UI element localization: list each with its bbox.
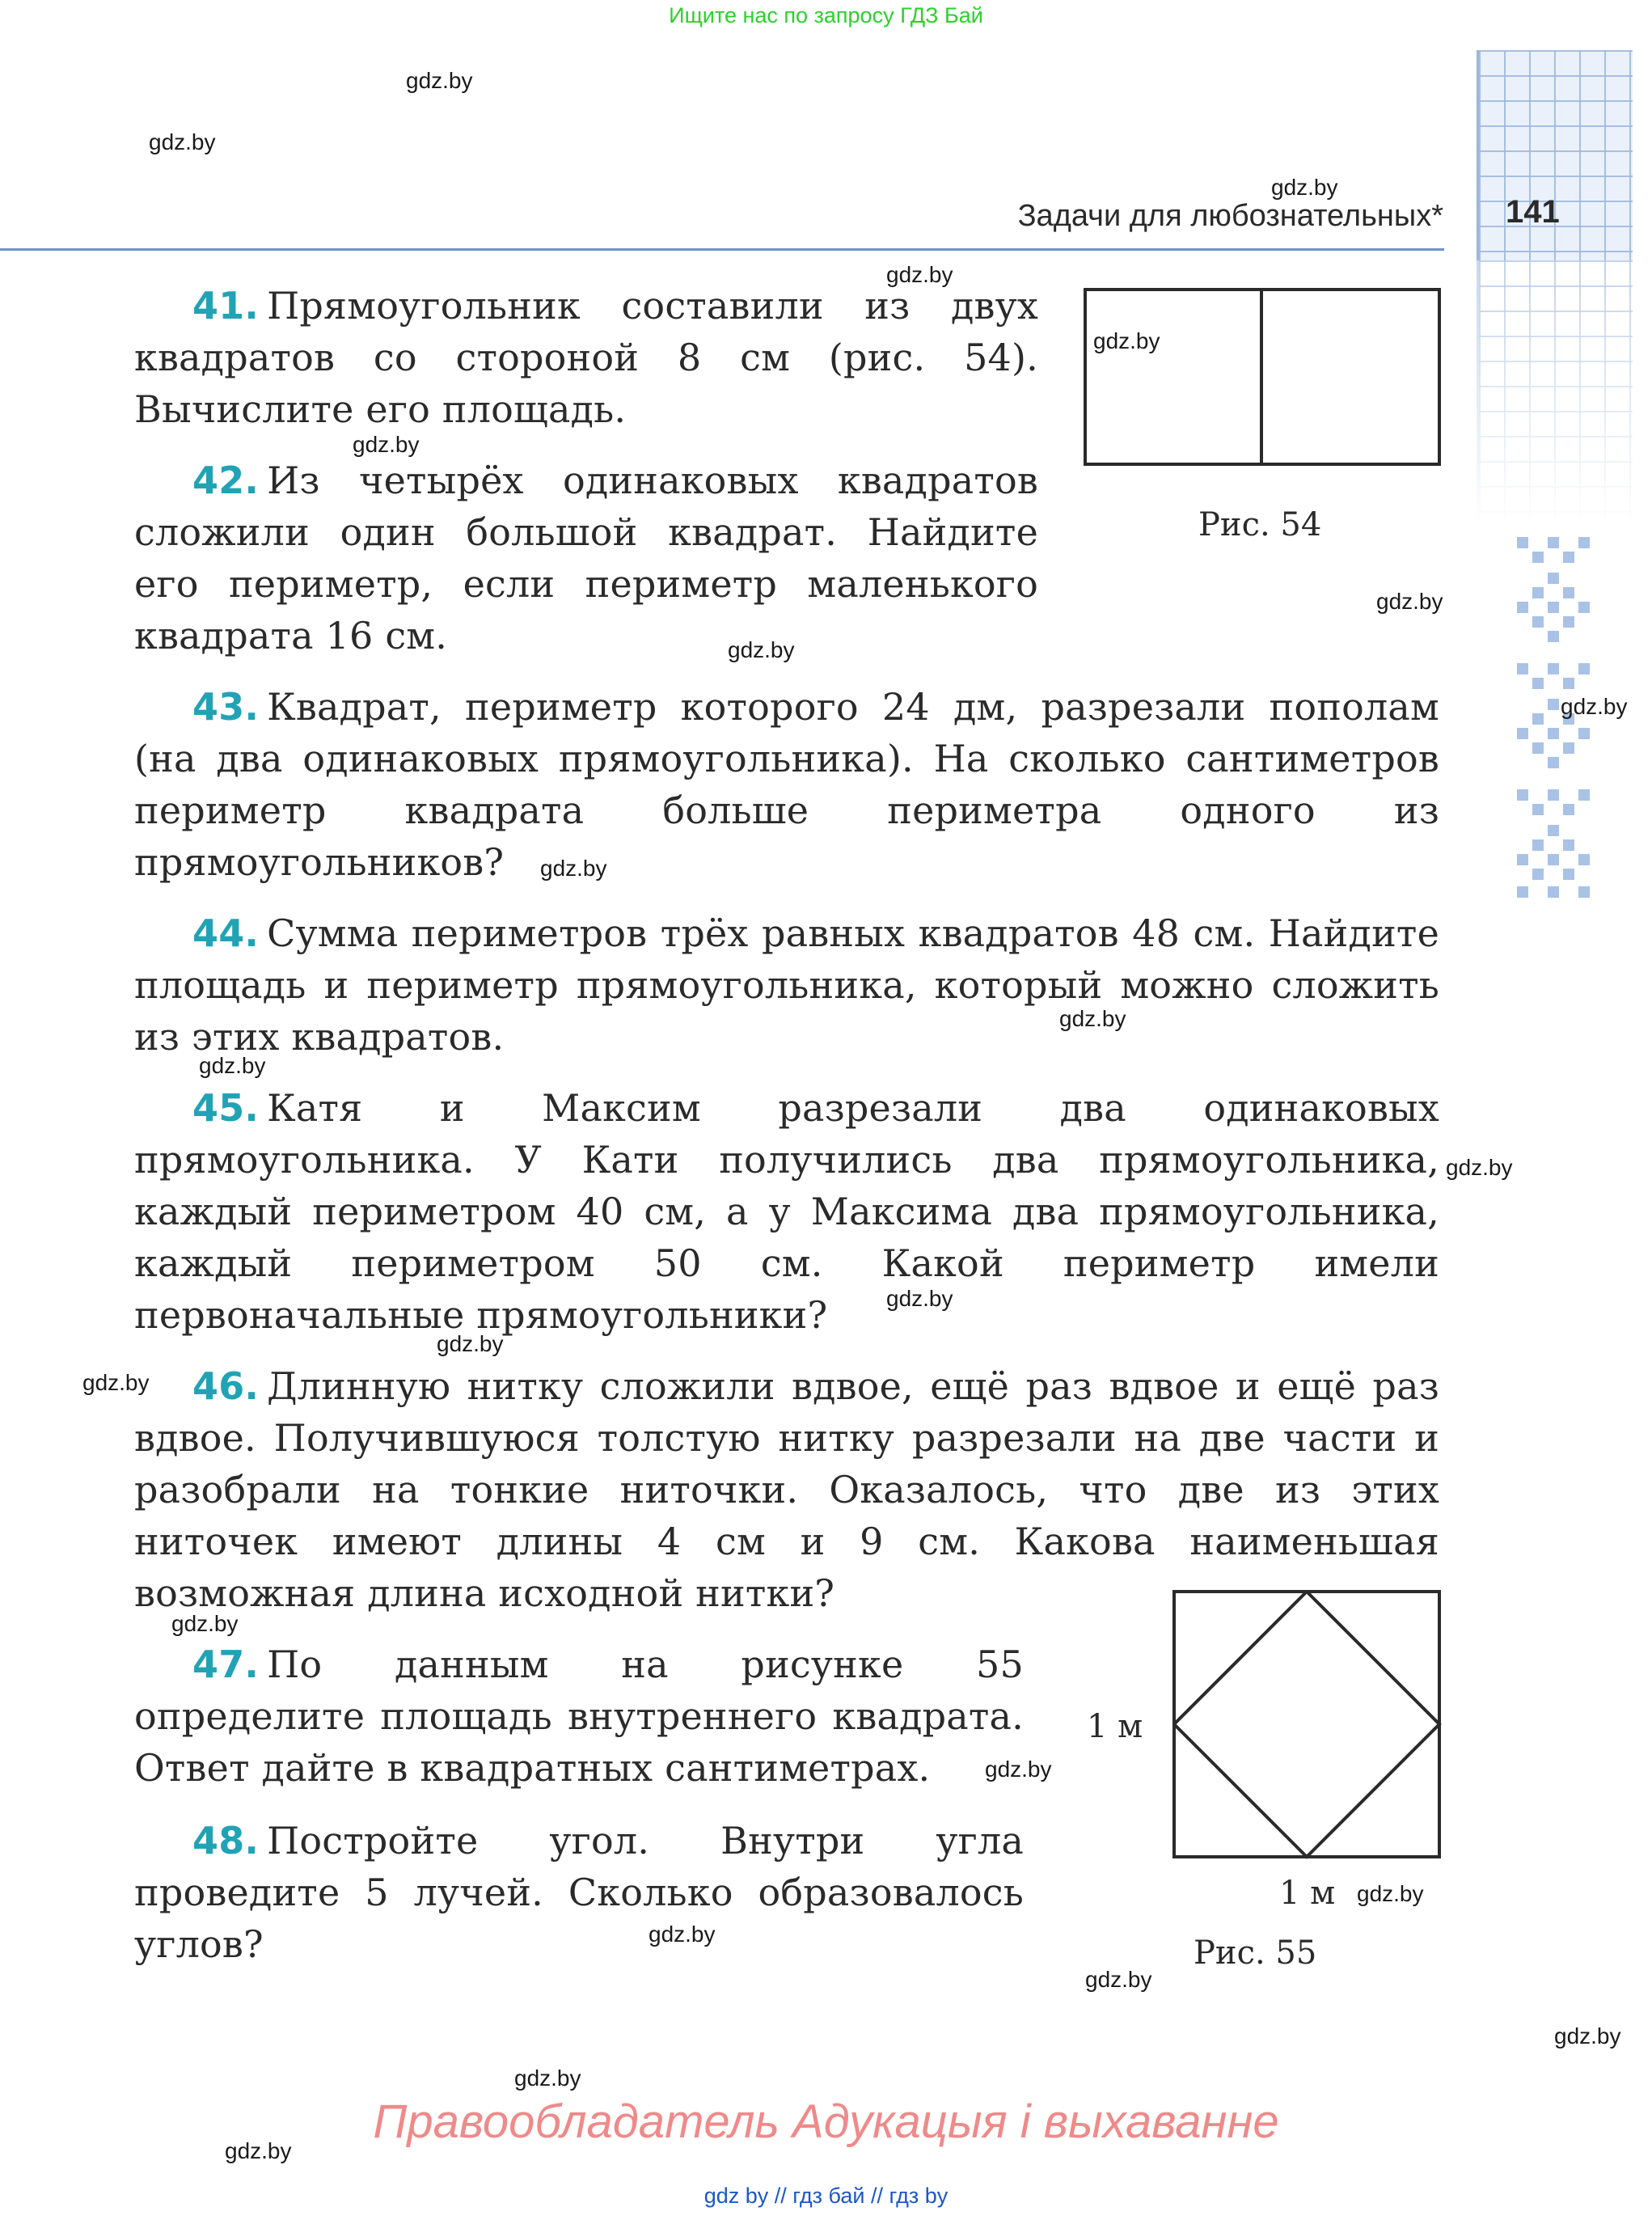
problem-number: 43.: [192, 685, 260, 729]
watermark: gdz.by: [1561, 694, 1628, 719]
grid-fade-decoration: [1477, 260, 1633, 527]
problem-43: [134, 681, 1439, 888]
problem-text: Из четырёх одинаковых квадратов сложили один большой квадрат. Найдите его периметр, если периметр маленького квадрата 16 см.: [134, 459, 1038, 657]
watermark: gdz.by: [406, 68, 473, 93]
page-number: 141: [1506, 194, 1560, 230]
watermark: gdz.by: [82, 1370, 150, 1395]
ornament-icon: [1509, 534, 1598, 906]
problem-47: [134, 1638, 1024, 1794]
problem-48: [134, 1815, 1024, 1970]
figure-55: [1172, 1590, 1443, 1860]
problem-text: Катя и Максим разрезали два одинаковых прямоугольника. У Кати получились два прямоугольника, каждый периметром 40 см, а у Максима два прямоугольника, каждый периметром 50 см. Какой периметр имели первоначальные прямоугольники?: [134, 1086, 1439, 1337]
problem-44: [134, 907, 1439, 1063]
watermark: gdz.by: [225, 2138, 292, 2163]
problem-number: 46.: [192, 1364, 260, 1408]
problem-number: 47.: [192, 1643, 260, 1686]
watermark: gdz.by: [1376, 589, 1443, 614]
problem-42: [134, 455, 1038, 662]
problem-text: Постройте угол. Внутри угла проведите 5 лучей. Сколько образовалось углов?: [134, 1819, 1024, 1966]
problem-number: 44.: [192, 911, 260, 955]
watermark: gdz.by: [1085, 1967, 1152, 1992]
problem-text: Сумма периметров трёх равных квадратов 48 см. Найдите площадь и периметр прямоугольника, который можно сложить из этих квадратов.: [134, 911, 1439, 1059]
watermark: gdz.by: [886, 262, 953, 287]
problem-number: 48.: [192, 1819, 260, 1862]
figure-55-side-label: 1 м: [1087, 1708, 1143, 1745]
problem-46: [134, 1360, 1439, 1619]
problem-number: 42.: [192, 459, 260, 502]
copyright-notice: Правообладатель Адукацыя і выхаванне: [373, 2095, 1279, 2148]
problem-number: 41.: [192, 284, 260, 328]
watermark: gdz.by: [514, 2065, 581, 2091]
footer-links[interactable]: gdz by // гдз бай // гдз by: [703, 2184, 949, 2208]
watermark: gdz.by: [149, 129, 216, 154]
watermark: gdz.by: [649, 1922, 716, 1947]
problem-text: Длинную нитку сложили вдвое, ещё раз вдвое и ещё раз вдвое. Получившуюся толстую нитку разрезали на две части и разобрали на тонкие ниточки. Оказалось, что две из этих ниточек имеют длины 4 см и 9 см. Какова наименьшая возможная длина исходной нитки?: [134, 1364, 1439, 1615]
watermark: gdz.by: [1271, 175, 1338, 200]
watermark: gdz.by: [540, 856, 607, 881]
watermark: gdz.by: [886, 1286, 953, 1311]
header-divider: [0, 248, 1444, 251]
problem-text: По данным на рисунке 55 определите площадь внутреннего квадрата. Ответ дайте в квадратных сантиметрах.: [134, 1643, 1024, 1790]
watermark: gdz.by: [1357, 1881, 1424, 1906]
watermark: gdz.by: [199, 1053, 266, 1078]
watermark: gdz.by: [1093, 328, 1160, 353]
watermark: gdz.by: [437, 1331, 504, 1356]
watermark: gdz.by: [1446, 1155, 1513, 1180]
problem-45: [134, 1082, 1439, 1341]
watermark: gdz.by: [1059, 1006, 1126, 1031]
figure-55-bottom-label: 1 м: [1279, 1875, 1336, 1912]
watermark: gdz.by: [985, 1757, 1052, 1782]
watermark: gdz.by: [353, 432, 420, 457]
watermark: gdz.by: [171, 1611, 239, 1636]
figure-54: [1084, 288, 1443, 467]
watermark: gdz.by: [728, 637, 795, 662]
problem-number: 45.: [192, 1086, 260, 1130]
figure-54-caption: Рис. 54: [1198, 506, 1322, 543]
problem-41: [134, 280, 1038, 435]
problem-text: Квадрат, периметр которого 24 дм, разрезали пополам (на два одинаковых прямоугольника). На сколько сантиметров периметр квадрата больше периметра одного из прямоугольников?: [134, 685, 1439, 884]
watermark: gdz.by: [1554, 2023, 1621, 2049]
figure-55-caption: Рис. 55: [1194, 1934, 1317, 1972]
section-title: Задачи для любознательных*: [1017, 199, 1443, 233]
top-banner[interactable]: Ищите нас по запросу ГДЗ Бай: [669, 3, 983, 27]
problem-text: Прямоугольник составили из двух квадратов со стороной 8 см (рис. 54). Вычислите его площадь.: [134, 284, 1038, 431]
